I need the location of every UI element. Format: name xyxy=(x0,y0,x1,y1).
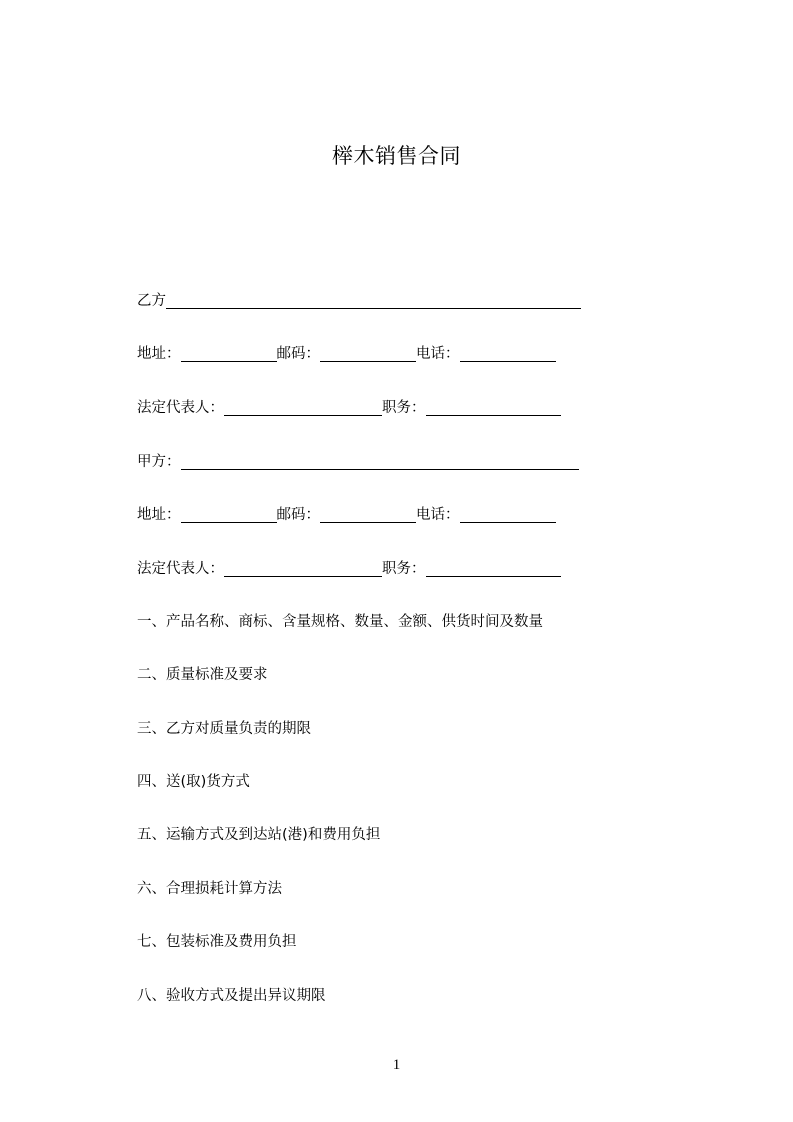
party-b-address-label: 地址： xyxy=(137,346,181,362)
page-number: 1 xyxy=(392,1057,401,1073)
party-b-position-label: 职务： xyxy=(382,400,426,416)
party-a-position-label: 职务： xyxy=(382,561,426,577)
party-a-legal-rep-label: 法定代表人： xyxy=(137,561,224,577)
party-b-address-blank xyxy=(181,344,277,362)
party-a-contact-row xyxy=(137,504,556,526)
party-b-contact-row xyxy=(137,343,556,365)
party-b-position-blank xyxy=(426,398,561,416)
party-b-postcode-label: 邮码： xyxy=(276,346,320,362)
party-a-rep-row xyxy=(137,558,561,580)
party-a-name-label: 甲方： xyxy=(137,454,181,470)
party-b-postcode-blank xyxy=(320,344,416,362)
section-heading: 六、合理损耗计算方法 xyxy=(137,881,282,897)
party-b-rep-row xyxy=(137,397,561,419)
party-a-address-blank xyxy=(181,505,277,523)
party-b-phone-label: 电话： xyxy=(416,346,460,362)
section-heading: 七、包装标准及费用负担 xyxy=(137,934,297,950)
party-a-legal-rep-blank xyxy=(224,559,382,577)
section-heading: 一、产品名称、商标、含量规格、数量、金额、供货时间及数量 xyxy=(137,614,543,630)
party-b-name-blank xyxy=(166,291,581,309)
party-b-name-row xyxy=(137,290,581,312)
section-heading: 八、验收方式及提出异议期限 xyxy=(137,988,326,1004)
party-b-legal-rep-label: 法定代表人： xyxy=(137,400,224,416)
section-heading: 二、质量标准及要求 xyxy=(137,667,268,683)
document-title: 榉木销售合同 xyxy=(332,144,461,168)
party-a-phone-blank xyxy=(460,505,556,523)
party-a-name-row xyxy=(137,451,579,473)
party-b-legal-rep-blank xyxy=(224,398,382,416)
party-a-phone-label: 电话： xyxy=(416,507,460,523)
party-a-postcode-blank xyxy=(320,505,416,523)
section-heading: 四、送(取)货方式 xyxy=(137,774,250,790)
party-a-name-blank xyxy=(181,452,579,470)
party-b-phone-blank xyxy=(460,344,556,362)
party-a-position-blank xyxy=(426,559,561,577)
section-heading: 五、运输方式及到达站(港)和费用负担 xyxy=(137,827,381,843)
party-b-name-label: 乙方 xyxy=(137,293,166,309)
party-a-address-label: 地址： xyxy=(137,507,181,523)
party-a-postcode-label: 邮码： xyxy=(276,507,320,523)
section-heading: 三、乙方对质量负责的期限 xyxy=(137,721,311,737)
